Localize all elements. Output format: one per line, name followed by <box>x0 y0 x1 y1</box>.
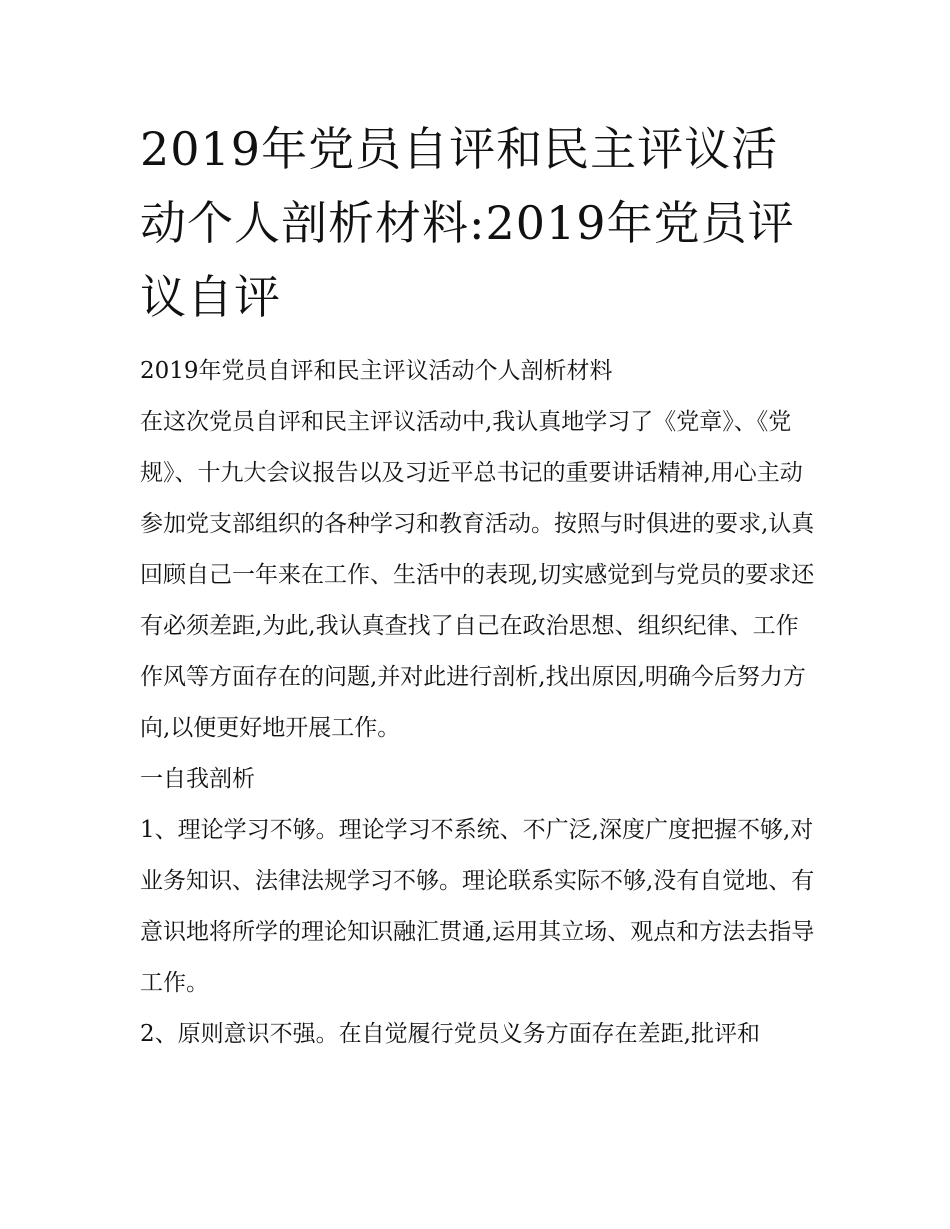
point-1-paragraph: 1、理论学习不够。理论学习不系统、不广泛,深度广度把握不够,对业务知识、法律法规学习不够。理论联系实际不够,没有自觉地、有意识地将所学的理论知识融汇贯通,运用其立场、观点和方法去指导工作。 <box>140 817 815 996</box>
intro-paragraph: 在这次党员自评和民主评议活动中,我认真地学习了《党章》、《党规》、十九大会议报告以及习近平总书记的重要讲话精神,用心主动参加党支部组织的各种学习和教育活动。按照与时俱进的要求,认真回顾自己一年来在工作、生活中的表现,切实感觉到与党员的要求还有必须差距,为此,我认真查找了自己在政治思想、组织纪律、工作作风等方面存在的问题,并对此进行剖析,找出原因,明确今后努力方向,以便更好地开展工作。 <box>140 409 815 741</box>
section-heading-self-analysis: 一自我剖析 <box>140 766 255 792</box>
document-title: 2019年党员自评和民主评议活动个人剖析材料:2019年党员评议自评 <box>140 122 795 324</box>
document-subtitle-paragraph: 2019年党员自评和民主评议活动个人剖析材料 <box>140 358 613 384</box>
point-2-paragraph: 2、原则意识不强。在自觉履行党员义务方面存在差距,批评和 <box>140 1021 760 1047</box>
document-page <box>140 112 820 1060</box>
